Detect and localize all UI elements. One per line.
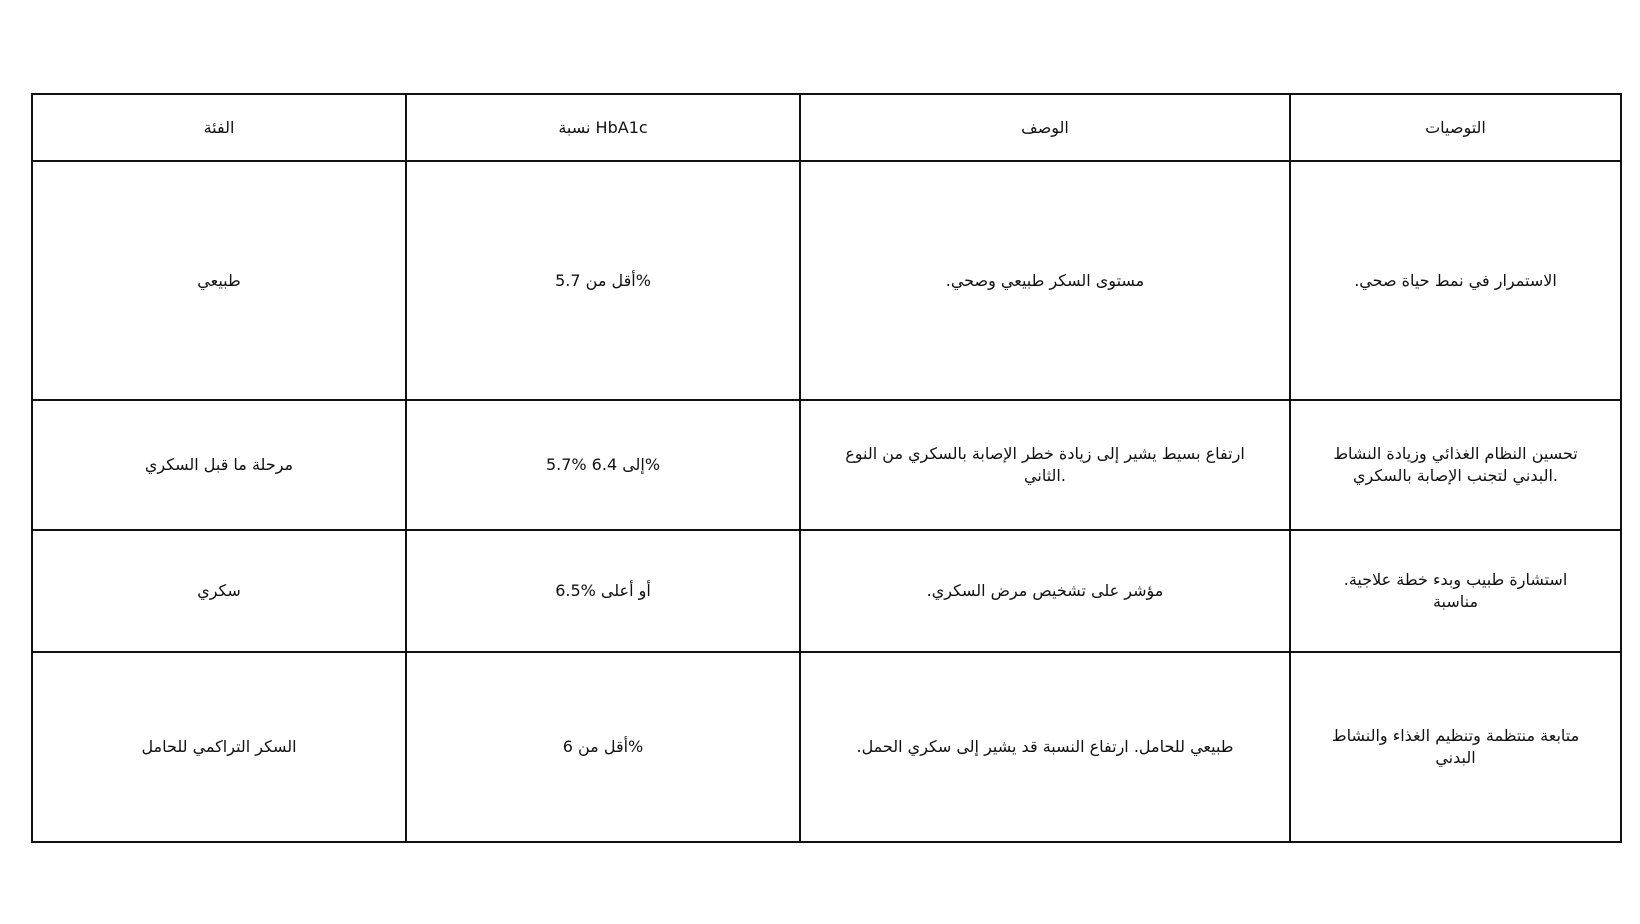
cell-hba1c: 6.5% أو أعلى (406, 530, 800, 652)
cell-hba1c: 5.7 أقل من% (406, 161, 800, 400)
cell-hba1c: 5.7% 6.4 إلى% (406, 400, 800, 530)
table-row (32, 652, 1621, 842)
header-hba1c: نسبة HbA1c (406, 94, 800, 161)
table-row (32, 530, 1621, 652)
header-description: الوصف (800, 94, 1290, 161)
cell-hba1c: 6 أقل من% (406, 652, 800, 842)
cell-recommendation: تحسين النظام الغذائي وزيادة النشاط .البدني لتجنب الإصابة بالسكري (1290, 400, 1621, 530)
header-recommendation: التوصيات (1290, 94, 1621, 161)
header-row (32, 94, 1621, 161)
hba1c-table (31, 93, 1622, 843)
cell-description: ارتفاع بسيط يشير إلى زيادة خطر الإصابة بالسكري من النوع .الثاني (800, 400, 1290, 530)
cell-category: السكر التراكمي للحامل (32, 652, 406, 842)
cell-description: .طبيعي للحامل. ارتفاع النسبة قد يشير إلى سكري الحمل (800, 652, 1290, 842)
table-row (32, 400, 1621, 530)
header-category: الفئة (32, 94, 406, 161)
cell-recommendation: .الاستمرار في نمط حياة صحي (1290, 161, 1621, 400)
cell-category: طبيعي (32, 161, 406, 400)
cell-category: سكري (32, 530, 406, 652)
cell-recommendation: متابعة منتظمة وتنظيم الغذاء والنشاط البدني (1290, 652, 1621, 842)
table-row (32, 161, 1621, 400)
cell-recommendation: .استشارة طبيب وبدء خطة علاجية مناسبة (1290, 530, 1621, 652)
cell-category: مرحلة ما قبل السكري (32, 400, 406, 530)
cell-description: .مستوى السكر طبيعي وصحي (800, 161, 1290, 400)
cell-description: .مؤشر على تشخيص مرض السكري (800, 530, 1290, 652)
